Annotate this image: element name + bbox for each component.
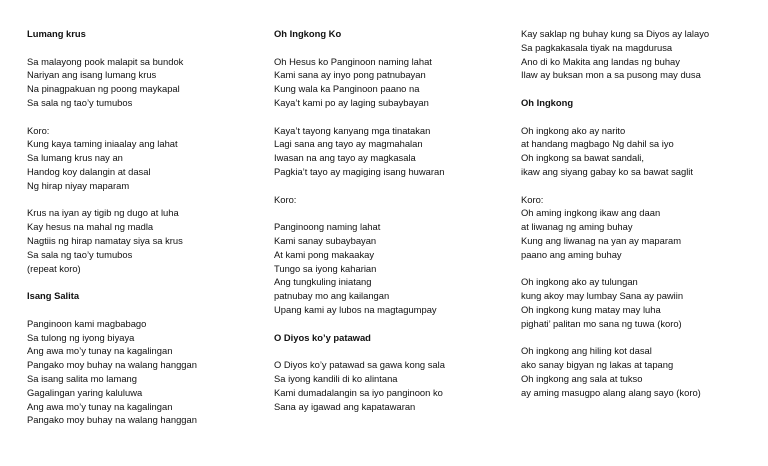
- song-title: Isang Salita: [27, 290, 80, 302]
- song-title: Oh Ingkong: [521, 96, 574, 108]
- stanza-spacer: [274, 344, 445, 358]
- lyric-line: Oh Hesus ko Panginoon naming lahat: [274, 55, 432, 67]
- lyric-line: Oh ingkong ang sala at tukso: [521, 372, 643, 384]
- lyric-line: Kami sana ay inyo pong patnubayan: [274, 69, 426, 81]
- lyric-line: ikaw ang siyang gabay ko sa bawat saglit: [521, 165, 693, 177]
- lyric-line: Sa malayong pook malapit sa bundok: [27, 55, 184, 67]
- lyric-line: Handog koy dalangin at dasal: [27, 165, 151, 177]
- song-title: O Diyos ko’y patawad: [274, 331, 371, 343]
- stanza-spacer: [274, 206, 445, 220]
- lyric-line: Oh aming ingkong ikaw ang daan: [521, 207, 661, 219]
- stanza-spacer: [27, 110, 197, 124]
- lyric-line: pighati’ palitan mo sana ng tuwa (koro): [521, 317, 682, 329]
- stanza-spacer: [274, 110, 445, 124]
- lyric-line: Kaya’t tayong kanyang mga tinatakan: [274, 124, 431, 136]
- lyric-line: ako sanay bigyan ng lakas at tapang: [521, 359, 674, 371]
- lyric-line: Kami sanay subaybayan: [274, 234, 377, 246]
- lyric-line: kung akoy may lumbay Sana ay pawiin: [521, 290, 684, 302]
- lyric-line: Pangako moy buhay na walang hanggan: [27, 359, 197, 371]
- lyric-line: Kami dumadalangin sa iyo panginoon ko: [274, 386, 443, 398]
- stanza-spacer: [274, 317, 445, 331]
- lyrics-column-2: [274, 27, 445, 413]
- lyric-line: Panginoon kami magbabago: [27, 317, 147, 329]
- lyric-line: Oh ingkong sa bawat sandali,: [521, 152, 644, 164]
- lyric-line: Sa sala ng tao’y tumubos: [27, 248, 133, 260]
- lyrics-column-3: [521, 27, 709, 400]
- lyric-line: Nagtiis ng hirap namatay siya sa krus: [27, 234, 183, 246]
- stanza-spacer: [521, 262, 709, 276]
- lyric-line: Panginoong naming lahat: [274, 221, 381, 233]
- lyrics-column-1: [27, 27, 197, 427]
- stanza-spacer: [274, 41, 445, 55]
- lyric-line: Kaya’t kami po ay laging subaybayan: [274, 96, 429, 108]
- stanza-spacer: [27, 275, 197, 289]
- lyric-line: Kung wala ka Panginoon paano na: [274, 83, 420, 95]
- stanza-spacer: [521, 331, 709, 345]
- lyric-line: Kung kaya taming iniaalay ang lahat: [27, 138, 178, 150]
- song-title: Oh Ingkong Ko: [274, 28, 342, 39]
- lyric-line: Sa lumang krus nay an: [27, 152, 123, 164]
- stanza-spacer: [521, 82, 709, 96]
- lyric-line: Sa isang salita mo lamang: [27, 372, 137, 384]
- stanza-spacer: [27, 303, 197, 317]
- lyric-line: Kay hesus na mahal ng madla: [27, 221, 154, 233]
- lyric-line: Oh ingkong ako ay tulungan: [521, 276, 638, 288]
- lyric-line: Ang awa mo’y tunay na kagalingan: [27, 400, 173, 412]
- lyric-line: Sa iyong kandili di ko alintana: [274, 372, 398, 384]
- song-title: Lumang krus: [27, 28, 86, 39]
- lyric-line: Na pinagpakuan ng poong maykapal: [27, 83, 180, 95]
- lyric-line: (repeat koro): [27, 262, 81, 274]
- lyric-line: at handang magbago Ng dahil sa iyo: [521, 138, 674, 150]
- lyric-line: Ng hirap niyay maparam: [27, 179, 130, 191]
- lyric-line: ay aming masugpo alang alang sayo (koro): [521, 386, 701, 398]
- lyric-line: Oh ingkong ako ay narito: [521, 124, 626, 136]
- lyric-line: Upang kami ay lubos na magtagumpay: [274, 303, 437, 315]
- lyric-line: At kami pong makaakay: [274, 248, 375, 260]
- lyric-line: O Diyos ko’y patawad sa gawa kong sala: [274, 359, 445, 371]
- lyric-line: Sa sala ng tao’y tumubos: [27, 96, 133, 108]
- lyric-line: Krus na iyan ay tigib ng dugo at luha: [27, 207, 179, 219]
- lyric-line: Koro:: [274, 193, 297, 205]
- lyric-line: Pagkia’t tayo ay magiging isang huwaran: [274, 165, 445, 177]
- lyric-line: Ilaw ay buksan mon a sa pusong may dusa: [521, 69, 701, 81]
- stanza-spacer: [521, 110, 709, 124]
- lyric-line: paano ang aming buhay: [521, 248, 622, 260]
- lyric-line: Oh ingkong kung matay may luha: [521, 303, 661, 315]
- lyric-line: Pangako moy buhay na walang hanggan: [27, 414, 197, 426]
- lyric-line: Oh ingkong ang hiling kot dasal: [521, 345, 652, 357]
- stanza-spacer: [27, 193, 197, 207]
- stanza-spacer: [274, 179, 445, 193]
- lyric-line: patnubay mo ang kailangan: [274, 290, 390, 302]
- stanza-spacer: [27, 41, 197, 55]
- lyric-line: Tungo sa iyong kaharian: [274, 262, 377, 274]
- lyric-line: Koro:: [27, 124, 50, 136]
- lyric-line: Iwasan na ang tayo ay magkasala: [274, 152, 416, 164]
- lyric-line: Ano di ko Makita ang landas ng buhay: [521, 55, 680, 67]
- lyric-line: Gagalingan yaring kaluluwa: [27, 386, 143, 398]
- lyric-line: Sana ay igawad ang kapatawaran: [274, 400, 416, 412]
- lyric-line: Lagi sana ang tayo ay magmahalan: [274, 138, 423, 150]
- lyric-line: Ang awa mo’y tunay na kagalingan: [27, 345, 173, 357]
- lyric-line: Koro:: [521, 193, 544, 205]
- lyric-line: Nariyan ang isang lumang krus: [27, 69, 157, 81]
- stanza-spacer: [521, 179, 709, 193]
- lyric-line: Sa pagkakasala tiyak na magdurusa: [521, 41, 673, 53]
- lyric-line: at liwanag ng aming buhay: [521, 221, 633, 233]
- lyric-line: Kay saklap ng buhay kung sa Diyos ay lalayo: [521, 28, 710, 39]
- lyric-line: Ang tungkuling iniatang: [274, 276, 372, 288]
- lyric-line: Kung ang liwanag na yan ay maparam: [521, 234, 681, 246]
- lyric-line: Sa tulong ng iyong biyaya: [27, 331, 135, 343]
